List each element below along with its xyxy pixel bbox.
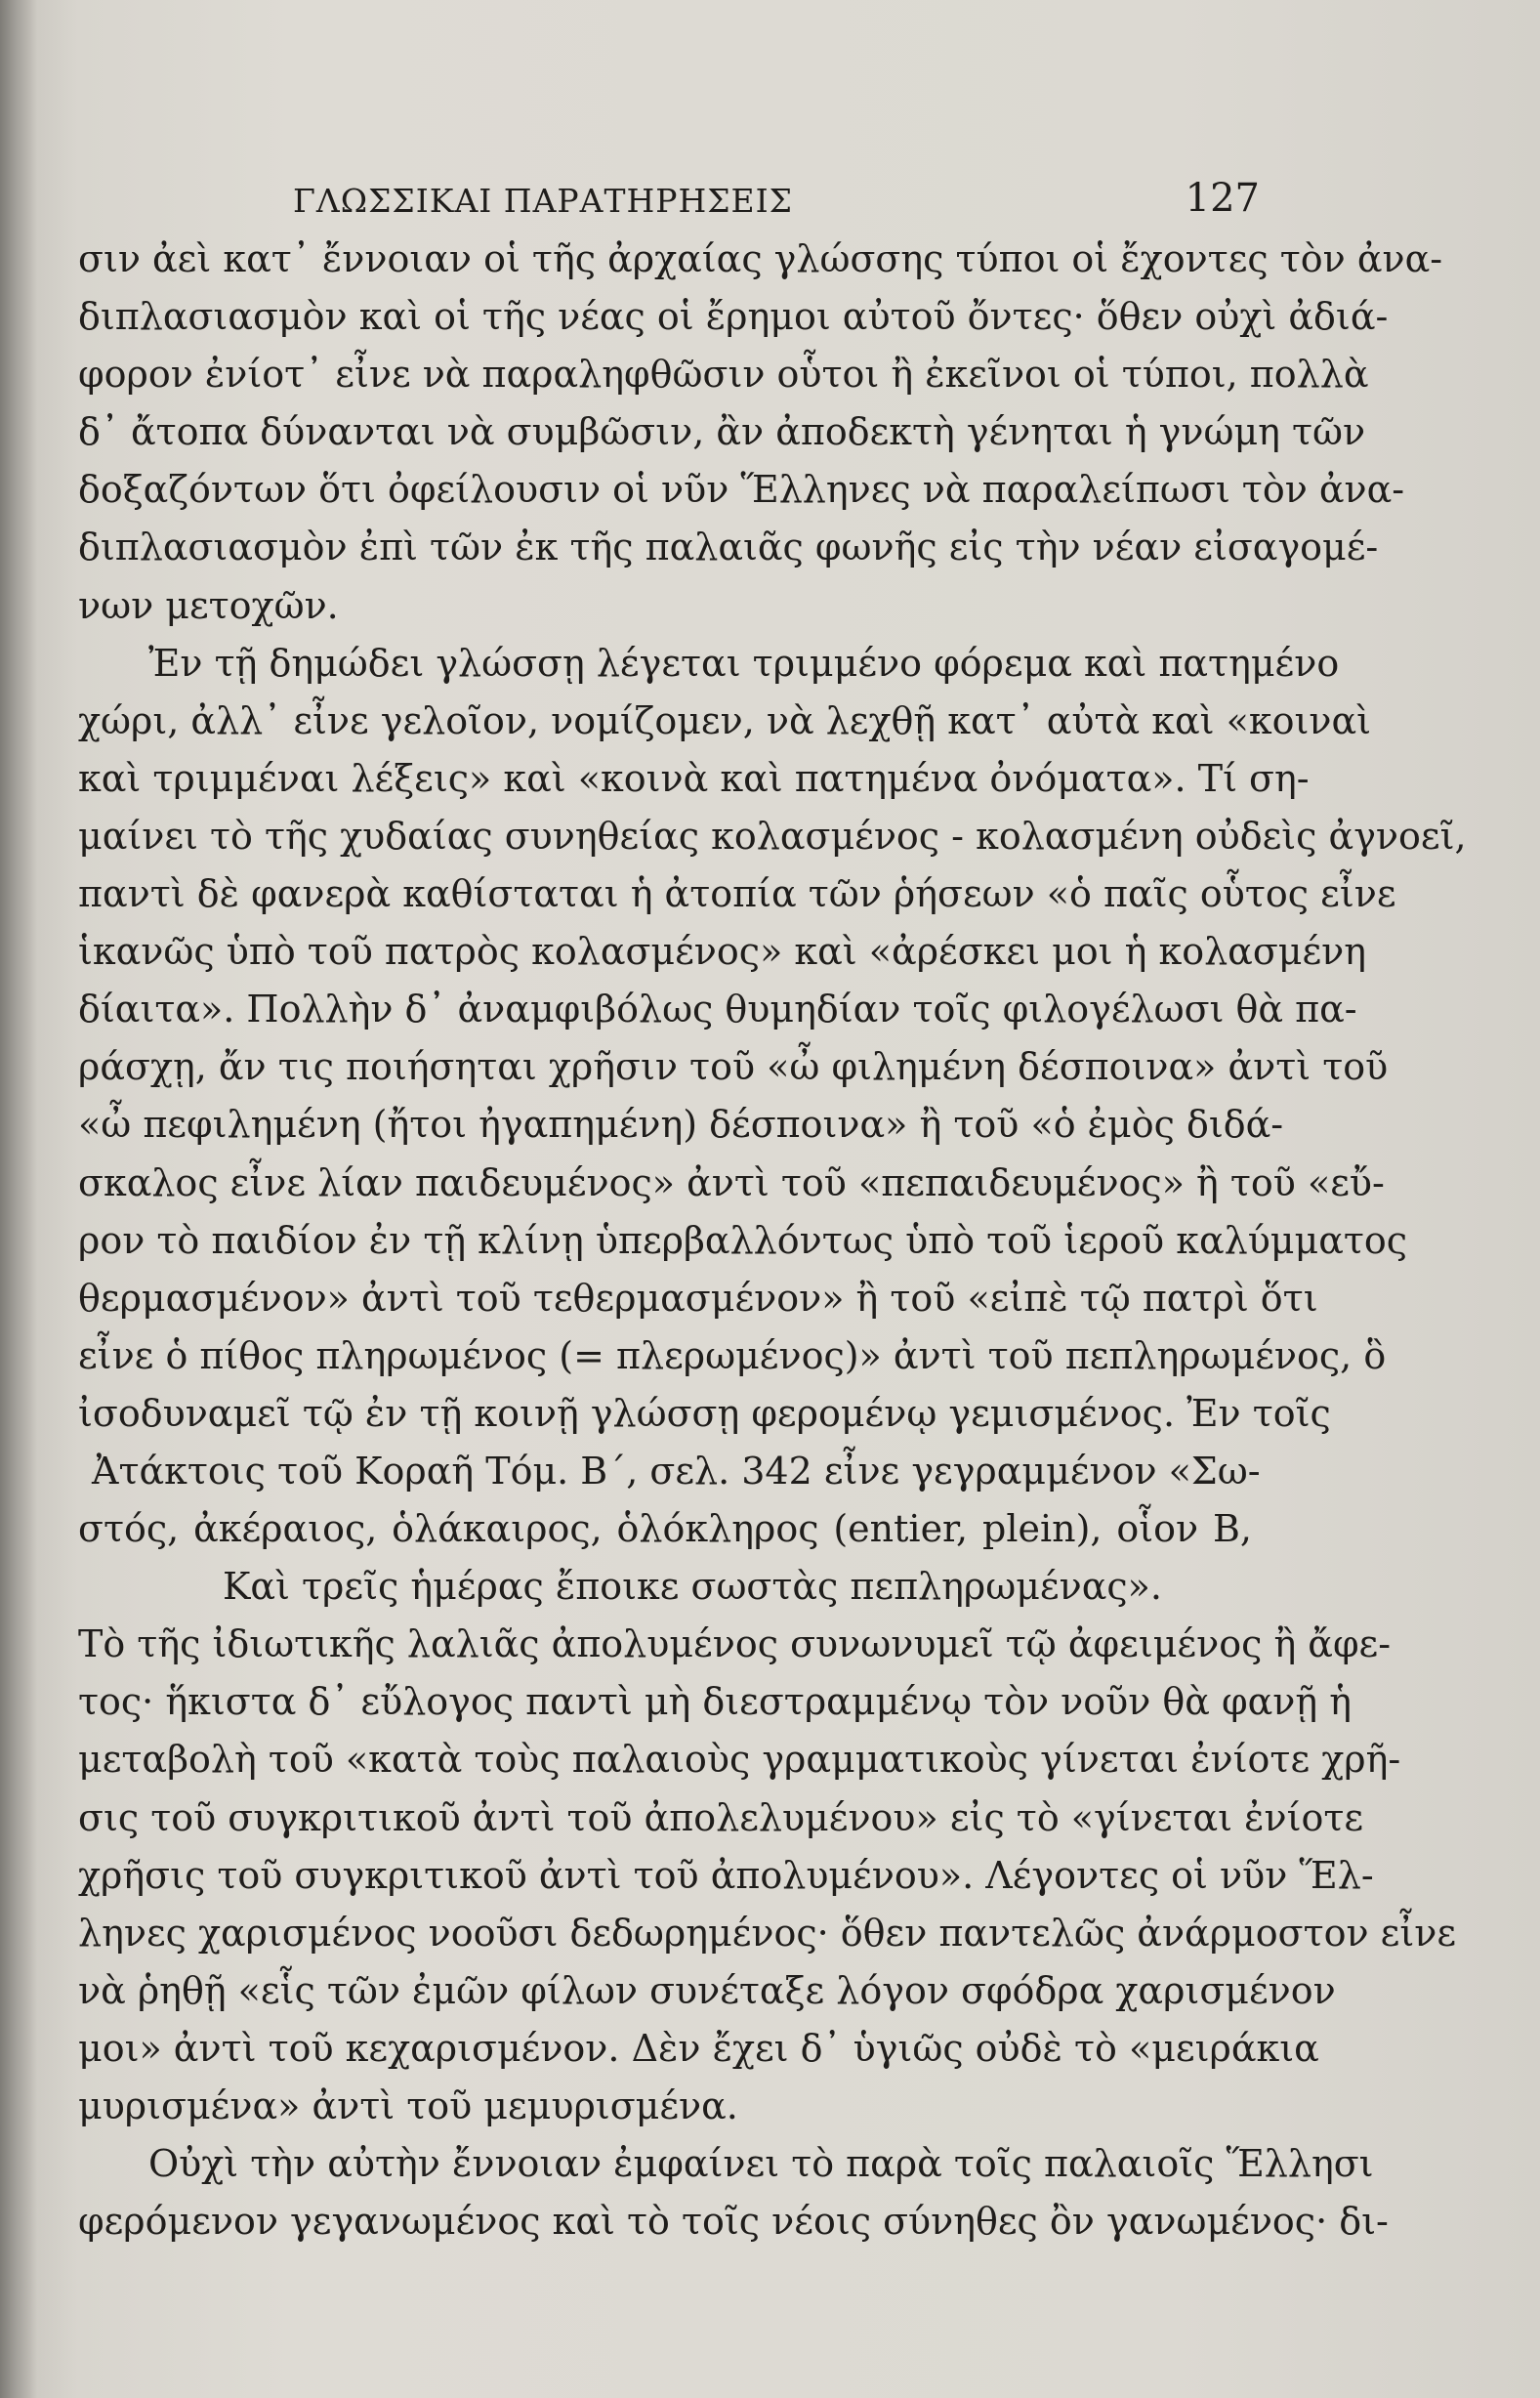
text-line: Ἐν τῇ δημώδει γλώσσῃ λέγεται τριμμένο φόρεμα καὶ πατημένο	[148, 641, 1340, 685]
text-line: σκαλος εἶνε λίαν παιδευμένος» ἀντὶ τοῦ «πεπαιδευμένος» ἢ τοῦ «εὔ-	[78, 1160, 1385, 1204]
text-line: Καὶ τρεῖς ἡμέρας ἔποικε σωστὰς πεπληρωμένας».	[223, 1565, 1162, 1609]
text-line: θερμασμένον» ἀντὶ τοῦ τεθερμασμένον» ἢ τοῦ «εἰπὲ τῷ πατρὶ ὅτι	[78, 1276, 1318, 1320]
running-head	[293, 176, 1260, 231]
text-line: «ὦ πεφιλημένη (ἤτοι ἠγαπημένη) δέσποινα» ἢ τοῦ «ὁ ἐμὸς διδά-	[78, 1103, 1284, 1147]
text-line: φερόμενον γεγανωμένος καὶ τὸ τοῖς νέοις σύνηθες ὂν γανωμένος· δι-	[78, 2200, 1389, 2244]
text-line: ληνες χαρισμένος νοοῦσι δεδωρημένος· ὅθεν παντελῶς ἀνάρμοστον εἶνε	[78, 1911, 1457, 1955]
text-line: Τὸ τῆς ἰδιωτικῆς λαλιᾶς ἀπολυμένος συνωνυμεῖ τῷ ἀφειμένος ἢ ἄφε-	[78, 1622, 1392, 1666]
text-line: εἶνε ὁ πίθος πληρωμένος (= πλερωμένος)» ἀντὶ τοῦ πεπληρωμένος, ὃ	[78, 1333, 1387, 1377]
text-line: ἱκανῶς ὑπὸ τοῦ πατρὸς κολασμένος» καὶ «ἀρέσκει μοι ἡ κολασμένη	[78, 930, 1367, 974]
text-line: δ᾽ ἄτοπα δύνανται νὰ συμβῶσιν, ἂν ἀποδεκτὴ γένηται ἡ γνώμη τῶν	[78, 410, 1366, 454]
text-line: νων μετοχῶν.	[78, 583, 339, 627]
text-line: χρῆσις τοῦ συγκριτικοῦ ἀντὶ τοῦ ἀπολυμένου». Λέγοντες οἱ νῦν Ἕλ-	[78, 1853, 1374, 1897]
text-line: χώρι, ἀλλ᾽ εἶνε γελοῖον, νομίζομεν, νὰ λεχθῇ κατ᾽ αὐτὰ καὶ «κοιναὶ	[78, 698, 1372, 742]
text-line: ράσχῃ, ἄν τις ποιήσηται χρῆσιν τοῦ «ὦ φιλημένη δέσποινα» ἀντὶ τοῦ	[78, 1045, 1389, 1089]
spine-shadow	[0, 0, 37, 2398]
text-line: δίαιτα». Πολλὴν δ᾽ ἀναμφιβόλως θυμηδίαν τοῖς φιλογέλωσι θὰ πα-	[78, 988, 1357, 1031]
text-line: τος· ἥκιστα δ᾽ εὔλογος παντὶ μὴ διεστραμμένῳ τὸν νοῦν θὰ φανῇ ἡ	[78, 1680, 1353, 1724]
text-line: μοι» ἀντὶ τοῦ κεχαρισμένον. Δὲν ἔχει δ᾽ ὑγιῶς οὐδὲ τὸ «μειράκια	[78, 2026, 1319, 2070]
text-line: διπλασιασμὸν ἐπὶ τῶν ἐκ τῆς παλαιᾶς φωνῆς εἰς τὴν νέαν εἰσαγομέ-	[78, 526, 1379, 569]
text-line: μυρισμένα» ἀντὶ τοῦ μεμυρισμένα.	[78, 2084, 738, 2127]
running-title: ΓΛΩΣΣΙΚΑΙ ΠΑΡΑΤΗΡΗΣΕΙΣ	[293, 182, 794, 220]
text-line: σις τοῦ συγκριτικοῦ ἀντὶ τοῦ ἀπολελυμένου» εἰς τὸ «γίνεται ἐνίοτε	[78, 1795, 1364, 1839]
text-line: νὰ ῥηθῇ «εἷς τῶν ἐμῶν φίλων συνέταξε λόγον σφόδρα χαρισμένον	[78, 1968, 1336, 2012]
text-line: μεταβολὴ τοῦ «κατὰ τοὺς παλαιοὺς γραμματικοὺς γίνεται ἐνίοτε χρῆ-	[78, 1738, 1401, 1782]
text-line: μαίνει τὸ τῆς χυδαίας συνηθείας κολασμένος - κολασμένη οὐδεὶς ἀγνοεῖ,	[78, 814, 1467, 858]
text-line: σιν ἀεὶ κατ᾽ ἔννοιαν οἱ τῆς ἀρχαίας γλώσσης τύποι οἱ ἔχοντες τὸν ἀνα-	[78, 237, 1443, 280]
text-line: καὶ τριμμέναι λέξεις» καὶ «κοινὰ καὶ πατημένα ὀνόματα». Τί ση-	[78, 756, 1310, 800]
text-line: Ἀτάκτοις τοῦ Κοραῆ Τόμ. Β΄, σελ. 342 εἶνε γεγραμμένον «Σω-	[92, 1449, 1261, 1493]
text-line: Οὐχὶ τὴν αὐτὴν ἔννοιαν ἐμφαίνει τὸ παρὰ τοῖς παλαιοῖς Ἕλλησι	[148, 2142, 1374, 2186]
text-line: ρον τὸ παιδίον ἐν τῇ κλίνῃ ὑπερβαλλόντως ὑπὸ τοῦ ἱεροῦ καλύμματος	[78, 1218, 1408, 1262]
text-line: στός, ἀκέραιος, ὁλάκαιρος, ὁλόκληρος (entier, plein), οἷον Β,	[78, 1507, 1252, 1551]
text-line: φορον ἐνίοτ᾽ εἶνε νὰ παραληφθῶσιν οὗτοι ἢ ἐκεῖνοι οἱ τύποι, πολλὰ	[78, 353, 1369, 397]
text-line: παντὶ δὲ φανερὰ καθίσταται ἡ ἀτοπία τῶν ῥήσεων «ὁ παῖς οὗτος εἶνε	[78, 872, 1396, 916]
body-text	[78, 231, 1467, 2251]
text-line: δοξαζόντων ὅτι ὀφείλουσιν οἱ νῦν Ἕλληνες νὰ παραλείπωσι τὸν ἀνα-	[78, 468, 1405, 512]
text-line: διπλασιασμὸν καὶ οἱ τῆς νέας οἱ ἔρημοι αὐτοῦ ὄντες· ὅθεν οὐχὶ ἀδιά-	[78, 295, 1389, 339]
page-number: 127	[1185, 176, 1260, 221]
text-line: ἰσοδυναμεῖ τῷ ἐν τῇ κοινῇ γλώσσῃ φερομένῳ γεμισμένος. Ἐν τοῖς	[78, 1391, 1331, 1435]
